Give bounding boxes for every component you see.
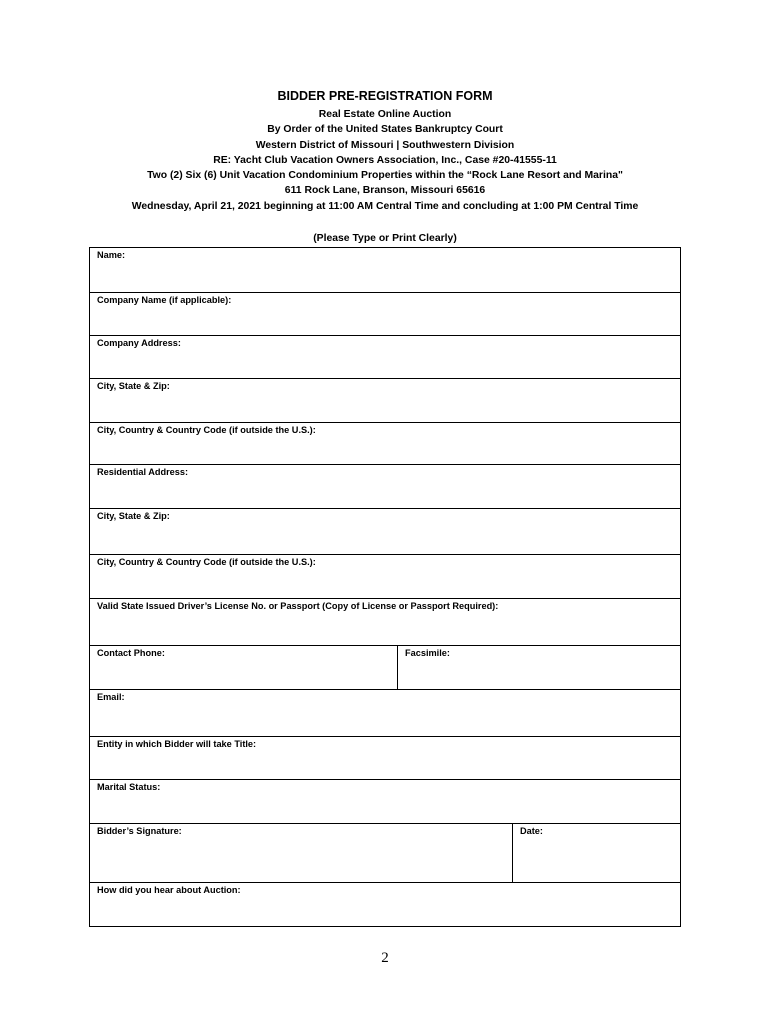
heard-about-auction-field[interactable]: How did you hear about Auction: <box>97 885 241 895</box>
form-row-marital-status <box>90 779 680 823</box>
header-line: 611 Rock Lane, Branson, Missouri 65616 <box>284 185 486 197</box>
date-field[interactable]: Date: <box>512 824 680 882</box>
form-row-name <box>90 248 680 292</box>
header-line: By Order of the United States Bankruptcy Court <box>267 124 503 136</box>
header-line: Western District of Missouri | Southwestern Division <box>255 139 515 151</box>
marital-status-field[interactable]: Marital Status: <box>97 782 161 792</box>
print-clearly-note: (Please Type or Print Clearly) <box>313 233 457 244</box>
header-line: Wednesday, April 21, 2021 beginning at 11:00 AM Central Time and concluding at 1:00 PM Central Time <box>131 200 639 212</box>
form-row-residential-city-state-zip <box>90 508 680 554</box>
contact-phone-field[interactable]: Contact Phone: <box>97 648 165 658</box>
form-title: BIDDER PRE-REGISTRATION FORM <box>277 89 493 103</box>
residential-address-field[interactable]: Residential Address: <box>97 467 189 477</box>
form-row-city-state-zip <box>90 378 680 422</box>
license-passport-field[interactable]: Valid State Issued Driver’s License No. or Passport (Copy of License or Passport Required): <box>97 601 499 611</box>
residential-city-state-zip-field[interactable]: City, State & Zip: <box>97 511 170 521</box>
form-row-city-country <box>90 422 680 464</box>
page-number: 2 <box>381 950 389 966</box>
header-line: Real Estate Online Auction <box>318 109 452 120</box>
form-row-company-address <box>90 335 680 378</box>
form-row-license <box>90 598 680 645</box>
city-state-zip-field[interactable]: City, State & Zip: <box>97 381 170 391</box>
residential-city-country-field[interactable]: City, Country & Country Code (if outside the U.S.): <box>97 557 316 567</box>
city-country-field[interactable]: City, Country & Country Code (if outside the U.S.): <box>97 425 316 435</box>
entity-title-field[interactable]: Entity in which Bidder will take Title: <box>97 739 257 749</box>
form-header <box>60 87 710 214</box>
header-line: Two (2) Six (6) Unit Vacation Condominium Properties within the “Rock Lane Resort and Marina" <box>147 170 623 182</box>
company-address-field[interactable]: Company Address: <box>97 338 181 348</box>
name-field[interactable]: Name: <box>97 250 126 260</box>
facsimile-field[interactable]: Facsimile: <box>397 646 680 689</box>
header-line: RE: Yacht Club Vacation Owners Association, Inc., Case #20-41555-11 <box>213 154 557 166</box>
form-row-heard-about <box>90 882 680 926</box>
company-name-field[interactable]: Company Name (if applicable): <box>97 295 232 305</box>
form-row-company-name <box>90 292 680 335</box>
form-row-residential-address <box>90 464 680 508</box>
form-row-phone-fax <box>90 645 680 689</box>
form-row-signature-date <box>90 823 680 882</box>
form-row-residential-city-country <box>90 554 680 598</box>
bidder-signature-field[interactable]: Bidder’s Signature: <box>97 826 182 836</box>
form-row-entity <box>90 736 680 779</box>
form-row-email <box>90 689 680 736</box>
registration-form-table <box>89 247 681 927</box>
email-field[interactable]: Email: <box>97 692 125 702</box>
